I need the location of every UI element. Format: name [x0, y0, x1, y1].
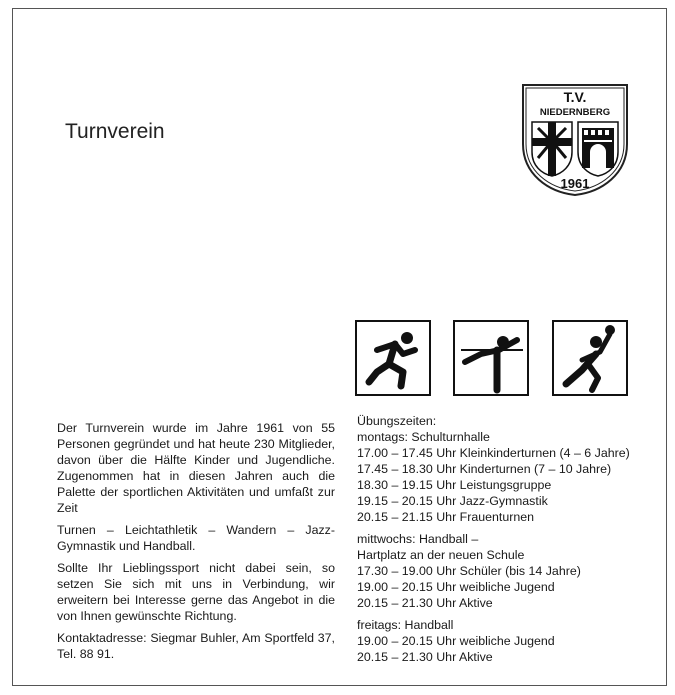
section-header: montags: Schulturnhalle: [357, 430, 490, 444]
intro-paragraph: Sollte Ihr Lieblingssport nicht dabei sein, so setzen Sie sich mit uns in Verbindung, wir erweitern bei Interesse gerne das Angebot in die von Ihnen gewünschte Richtung.: [57, 561, 335, 623]
handball-icon: [552, 320, 628, 396]
schedule-line: 17.45 – 18.30 Uhr Kinderturnen (7 – 10 Jahre): [357, 462, 612, 476]
schedule-line: 20.15 – 21.30 Uhr Aktive: [357, 650, 493, 664]
schedule-line: 18.30 – 19.15 Uhr Leistungsgruppe: [357, 478, 552, 492]
schedule-line: 19.00 – 20.15 Uhr weibliche Jugend: [357, 580, 555, 594]
schedule-line: 19.00 – 20.15 Uhr weibliche Jugend: [357, 634, 555, 648]
section-header: freitags: Handball: [357, 618, 454, 632]
schedule-section-monday: [357, 429, 657, 525]
schedule-line: 17.00 – 17.45 Uhr Kleinkinderturnen (4 – 6 Jahre): [357, 446, 630, 460]
page-title: Turnverein: [65, 120, 165, 143]
intro-paragraph: Der Turnverein wurde im Jahre 1961 von 55 Personen gegründet und hat heute 230 Mitglieder, davon über die Hälfte Kinder und Jugendliche. Zugenommen hat in diesen Jahren auch die Palette der sportlichen Aktivitäten und umfaßt zur Zeit: [57, 421, 335, 515]
contact-paragraph: Kontaktadresse: Siegmar Buhler, Am Sportfeld 37, Tel. 88 91.: [57, 631, 335, 661]
crest-year: 1961: [560, 176, 590, 191]
schedule-line: 20.15 – 21.30 Uhr Aktive: [357, 596, 493, 610]
intro-paragraph: Turnen – Leichtathletik – Wandern – Jazz-Gymnastik und Handball.: [57, 523, 335, 553]
schedule-heading: Übungszeiten:: [357, 414, 437, 428]
crest-line2: NIEDERNBERG: [539, 107, 611, 118]
schedule-section-wednesday: [357, 531, 657, 611]
schedule-line: 20.15 – 21.15 Uhr Frauenturnen: [357, 510, 535, 524]
schedule: [357, 413, 657, 671]
schedule-section-friday: [357, 617, 657, 665]
section-header: Hartplatz an der neuen Schule: [357, 548, 525, 562]
gymnastics-icon: [453, 320, 529, 396]
schedule-line: 19.15 – 20.15 Uhr Jazz-Gymnastik: [357, 494, 548, 508]
section-header: mittwochs: Handball –: [357, 532, 479, 546]
running-icon: [355, 320, 431, 396]
schedule-line: 17.30 – 19.00 Uhr Schüler (bis 14 Jahre): [357, 564, 581, 578]
club-crest-logo: [520, 82, 630, 197]
intro-text: [57, 420, 335, 668]
crest-line1: T.V.: [563, 89, 587, 105]
